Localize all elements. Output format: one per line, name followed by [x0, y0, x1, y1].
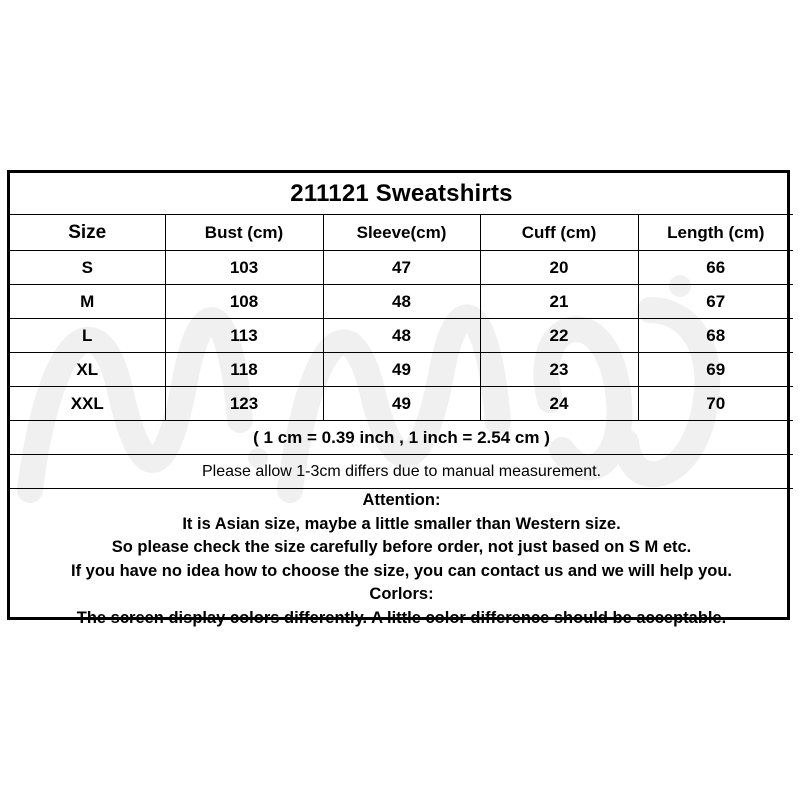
conversion-note-row — [10, 421, 793, 455]
attention-asian-size: It is Asian size, maybe a little smaller than Western size. — [182, 514, 621, 533]
table-row — [10, 285, 793, 319]
cell-size: S — [10, 251, 165, 285]
attention-contact-us: If you have no idea how to choose the size, you can contact us and we will help you. — [70, 561, 733, 580]
attention-block-row — [10, 489, 793, 631]
attention-check-size: So please check the size carefully before order, not just based on S M etc. — [111, 538, 692, 556]
cell-sleeve: 49 — [323, 353, 480, 387]
column-header-length: Length (cm) — [638, 215, 793, 251]
chart-title-row — [10, 173, 793, 215]
cell-size: L — [10, 319, 165, 353]
measurement-note-row — [10, 455, 793, 489]
attention-heading: Attention: — [362, 491, 441, 509]
column-header-cuff: Cuff (cm) — [480, 215, 638, 251]
size-chart — [7, 170, 790, 627]
cell-size: XXL — [10, 387, 165, 421]
cell-bust: 103 — [165, 251, 323, 285]
cell-cuff: 24 — [480, 387, 638, 421]
cell-length: 68 — [638, 319, 793, 353]
cell-bust: 123 — [165, 387, 323, 421]
cell-sleeve: 48 — [323, 319, 480, 353]
table-row — [10, 319, 793, 353]
cell-sleeve: 49 — [323, 387, 480, 421]
cell-sleeve: 47 — [323, 251, 480, 285]
column-header-bust: Bust (cm) — [165, 215, 323, 251]
chart-title: 211121 Sweatshirts — [10, 173, 793, 215]
cell-bust: 113 — [165, 319, 323, 353]
table-row — [10, 387, 793, 421]
cell-cuff: 22 — [480, 319, 638, 353]
table-row — [10, 353, 793, 387]
cell-cuff: 20 — [480, 251, 638, 285]
column-header-size: Size — [10, 215, 165, 251]
table-row — [10, 251, 793, 285]
conversion-note: ( 1 cm = 0.39 inch , 1 inch = 2.54 cm ) — [10, 421, 793, 455]
measurement-note: Please allow 1-3cm differs due to manual measurement. — [10, 455, 793, 489]
colors-disclaimer: The screen display colors differently. A little color difference should be acceptable. — [76, 608, 727, 627]
colors-heading: Corlors: — [369, 585, 434, 603]
cell-size: XL — [10, 353, 165, 387]
cell-sleeve: 48 — [323, 285, 480, 319]
cell-length: 66 — [638, 251, 793, 285]
column-header-sleeve: Sleeve(cm) — [323, 215, 480, 251]
attention-block — [10, 489, 793, 631]
cell-length: 69 — [638, 353, 793, 387]
cell-bust: 108 — [165, 285, 323, 319]
size-table — [10, 173, 793, 630]
cell-cuff: 23 — [480, 353, 638, 387]
cell-length: 67 — [638, 285, 793, 319]
cell-cuff: 21 — [480, 285, 638, 319]
cell-size: M — [10, 285, 165, 319]
cell-length: 70 — [638, 387, 793, 421]
cell-bust: 118 — [165, 353, 323, 387]
table-header-row — [10, 215, 793, 251]
